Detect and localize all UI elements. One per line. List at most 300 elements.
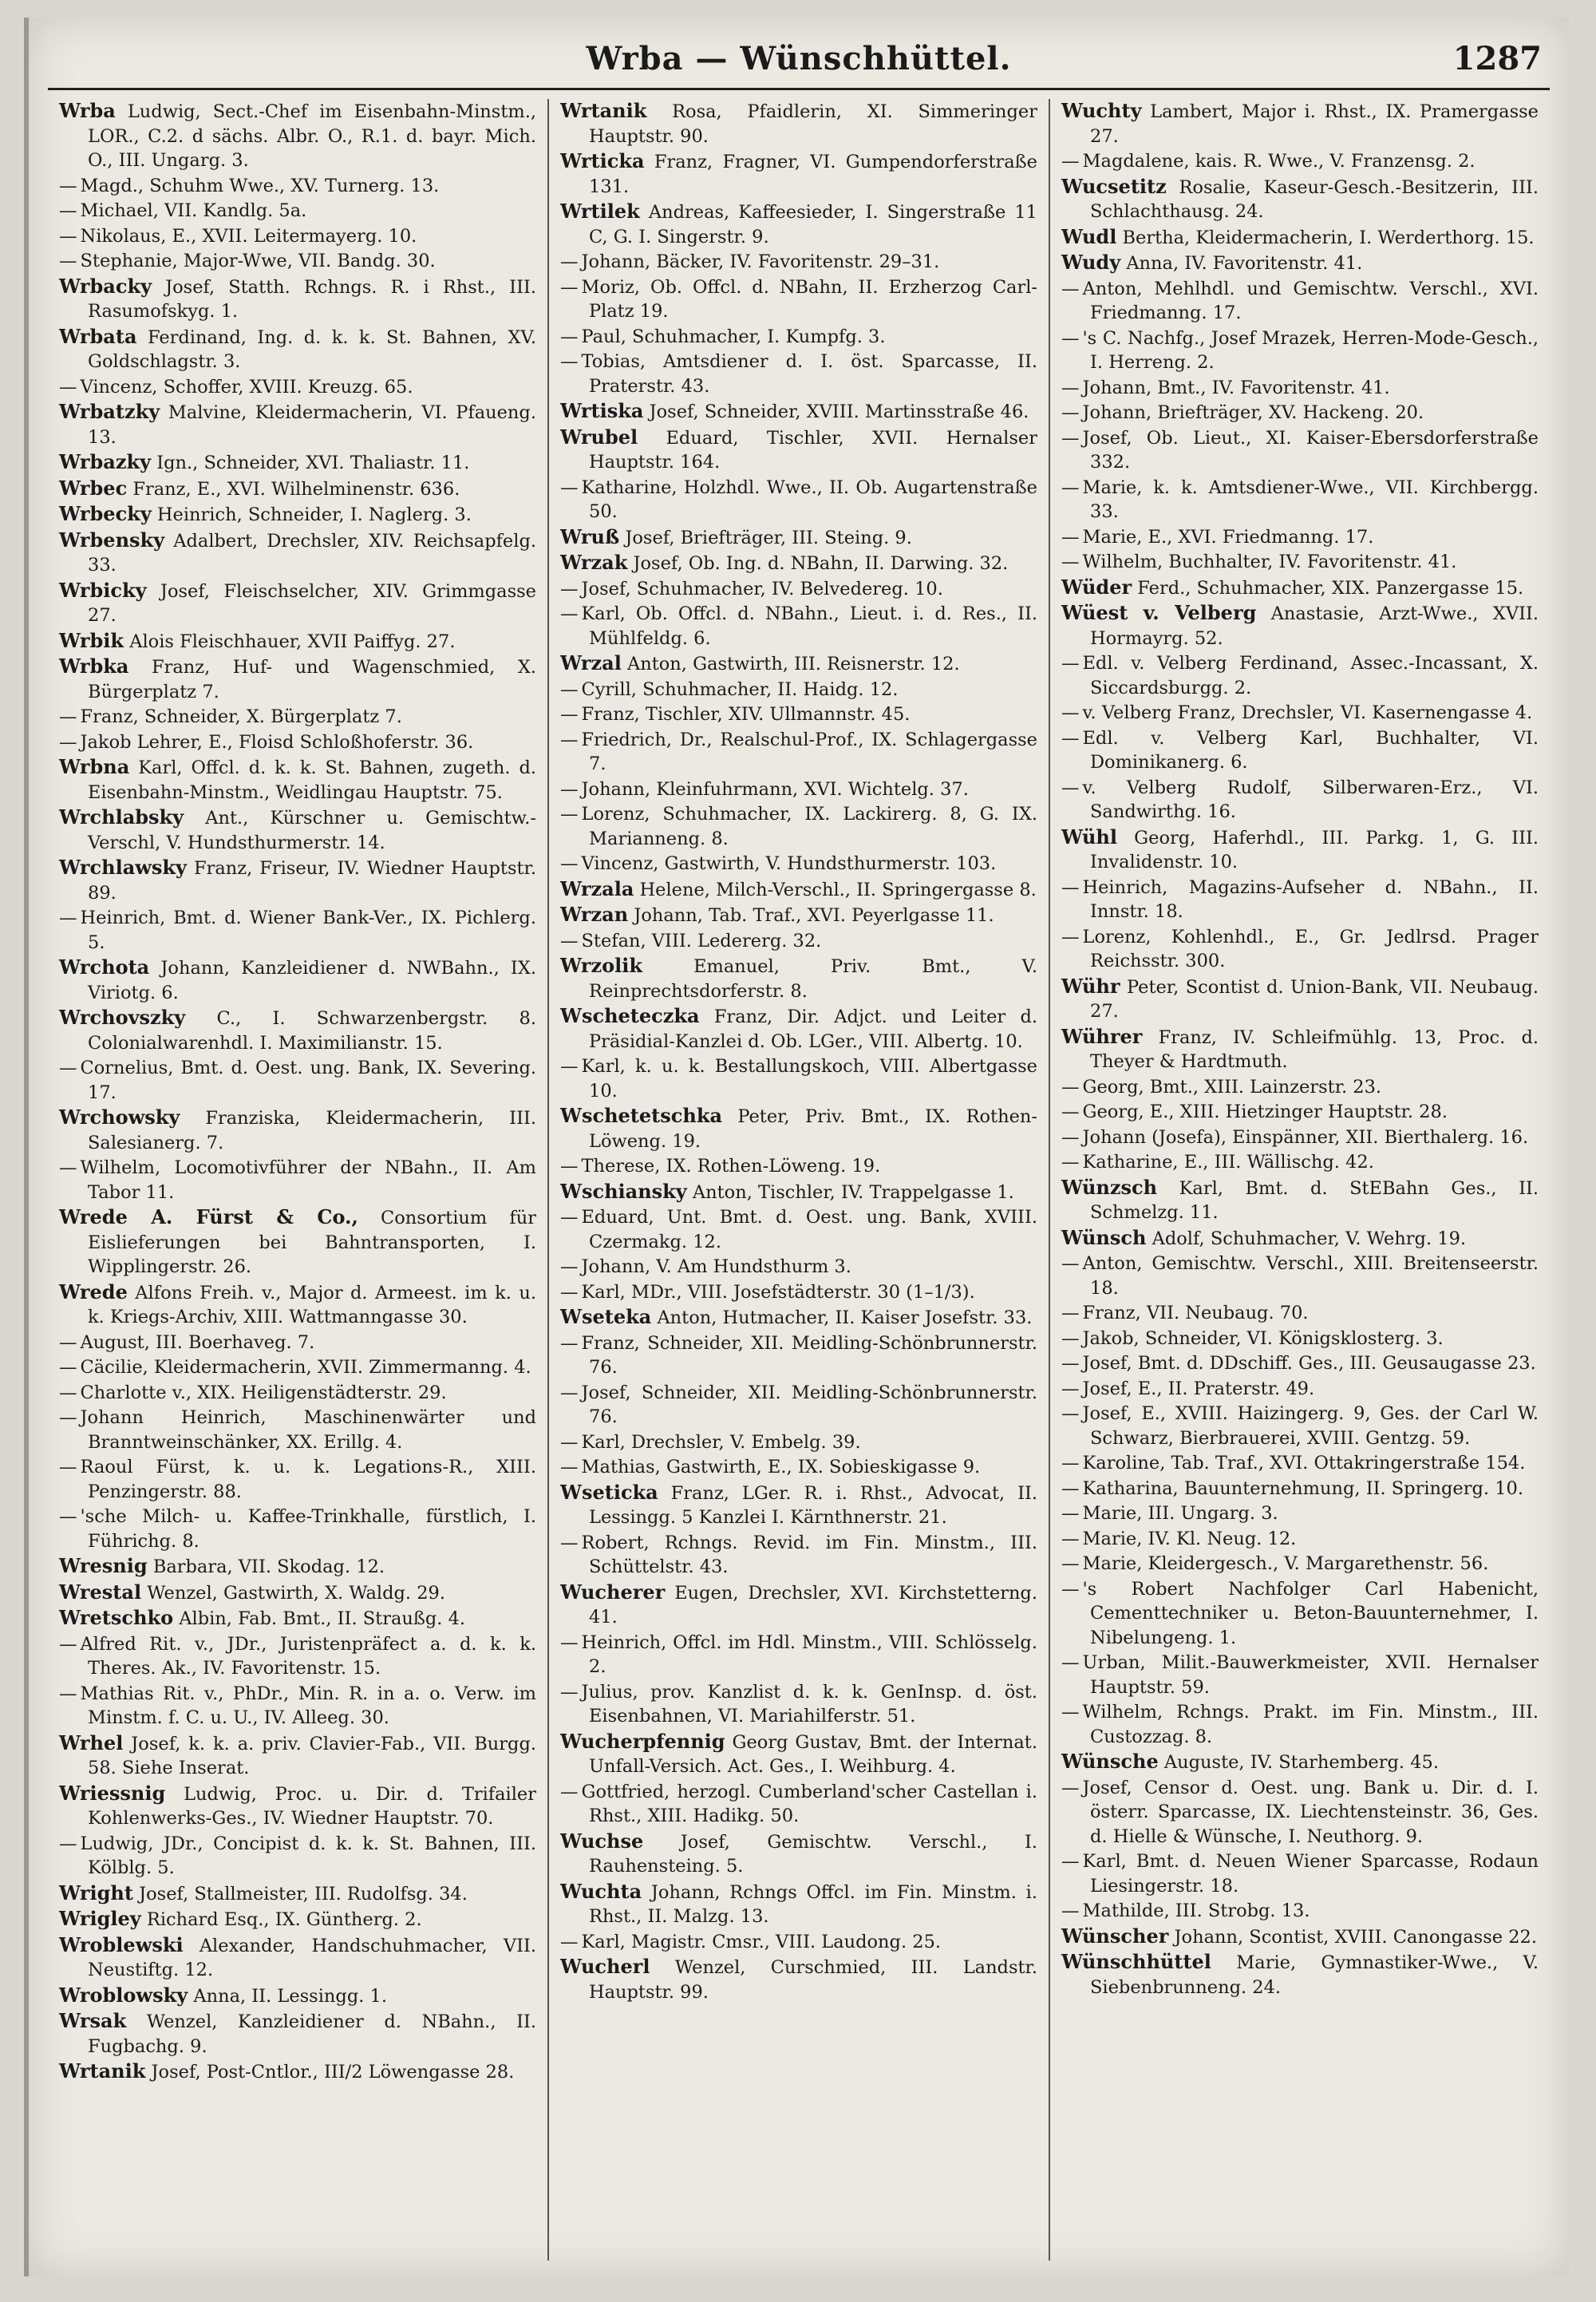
ditto-dash: — xyxy=(1061,876,1080,898)
entry-text: Mathias, Gastwirth, E., IX. Sobieskigasse 9. xyxy=(581,1457,981,1477)
directory-entry xyxy=(560,651,1037,677)
directory-entry xyxy=(560,1780,1037,1829)
running-title: Wrba — Wünschhüttel. xyxy=(586,40,1012,77)
entry-text: Edl. v. Velberg Ferdinand, Assec.-Incassant, X. Siccardsburgg. 2. xyxy=(1082,653,1539,698)
entry-text: Marie, E., XVI. Friedmanng. 17. xyxy=(1082,526,1374,548)
entry-surname: Wührer xyxy=(1061,1024,1143,1048)
directory-columns xyxy=(48,99,1550,2260)
ditto-dash: — xyxy=(1061,1901,1080,1921)
entry-text: Julius, prov. Kanzlist d. k. k. GenInsp. d. öst. Eisenbahnen, VI. Mariahilferstr. 51. xyxy=(581,1681,1037,1726)
running-head xyxy=(29,32,1569,88)
directory-entry xyxy=(1061,1150,1539,1175)
entry-surname: Wretschko xyxy=(59,1606,174,1629)
directory-entry xyxy=(560,1104,1037,1153)
directory-entry xyxy=(560,702,1037,727)
ditto-dash: — xyxy=(1061,402,1080,423)
entry-surname: Wudl xyxy=(1061,224,1117,248)
ditto-dash: — xyxy=(560,1457,579,1477)
entry-surname: Wucherer xyxy=(560,1580,666,1604)
directory-entry xyxy=(59,1280,536,1330)
ditto-dash: — xyxy=(59,706,77,727)
entry-text: Josef, k. k. a. priv. Clavier-Fab., VII. Burgg. 58. Siehe Inserat. xyxy=(88,1733,536,1778)
entry-text: Mathias Rit. v., PhDr., Min. R. in a. o. Verw. im Minstm. f. C. u. U., IV. Alleeg. 30. xyxy=(80,1683,536,1728)
directory-entry xyxy=(560,1481,1037,1530)
entry-text: Franz, Fragner, VI. Gumpendorferstraße 131. xyxy=(589,152,1038,197)
directory-entry xyxy=(59,1580,536,1606)
directory-entry xyxy=(560,1930,1037,1955)
ditto-dash: — xyxy=(560,778,579,800)
directory-entry xyxy=(59,856,536,905)
ditto-dash: — xyxy=(1061,1777,1080,1798)
directory-entry xyxy=(59,477,536,502)
directory-entry xyxy=(1061,1527,1539,1552)
entry-text: Heinrich, Offcl. im Hdl. Minstm., VIII. Schlösselg. 2. xyxy=(581,1632,1037,1677)
directory-entry xyxy=(560,99,1037,148)
entry-text: Georg Gustav, Bmt. der Internat. Unfall-Versich. Act. Ges., I. Weihburg. 4. xyxy=(589,1731,1037,1777)
ditto-dash: — xyxy=(59,1331,77,1353)
entry-surname: Wrtanik xyxy=(59,2059,146,2082)
entry-text: v. Velberg Rudolf, Silberwaren-Erz., VI. Sandwirthg. 16. xyxy=(1082,777,1539,822)
entry-text: Wenzel, Kanzleidiener d. NBahn., II. Fugbachg. 9. xyxy=(88,2011,536,2057)
directory-entry xyxy=(1061,476,1539,524)
directory-entry xyxy=(59,1406,536,1454)
directory-entry xyxy=(560,350,1037,398)
entry-surname: Wrtanik xyxy=(560,99,647,122)
directory-entry xyxy=(1061,1750,1539,1775)
ditto-dash: — xyxy=(1061,1303,1080,1323)
directory-entry xyxy=(560,877,1037,903)
entry-text: Barbara, VII. Skodag. 12. xyxy=(152,1556,385,1577)
entry-text: Johann Heinrich, Maschinenwärter und Branntweinschänker, XX. Erillg. 4. xyxy=(80,1407,536,1453)
entry-text: Ludwig, Sect.-Chef im Eisenbahn-Minstm., LOR., C.2. d sächs. Albr. O., R.1. d. bayr. Mich. O., III. Ungarg. 3. xyxy=(88,101,537,171)
directory-entry xyxy=(1061,401,1539,425)
directory-entry xyxy=(59,705,536,730)
entry-text: Anton, Mehlhdl. und Gemischtw. Verschl., XVI. Friedmanng. 17. xyxy=(1082,278,1539,323)
ditto-dash: — xyxy=(1061,727,1080,749)
entry-text: Charlotte v., XIX. Heiligenstädterstr. 29. xyxy=(80,1382,447,1403)
entry-surname: Wühr xyxy=(1061,974,1120,998)
entry-surname: Wrchlabsky xyxy=(59,805,184,829)
entry-text: Rosa, Pfaidlerin, XI. Simmeringer Hauptstr. 90. xyxy=(589,101,1037,147)
directory-entry xyxy=(560,250,1037,275)
directory-entry xyxy=(59,1455,536,1504)
entry-surname: Wseteka xyxy=(560,1305,652,1328)
entry-surname: Wünschhüttel xyxy=(1061,1950,1211,1973)
entry-text: Moriz, Ob. Offcl. d. NBahn, II. Erzherzog Carl-Platz 19. xyxy=(581,276,1037,322)
entry-text: Urban, Milit.-Bauwerkmeister, XVII. Hernalser Hauptstr. 59. xyxy=(1082,1652,1539,1698)
directory-entry xyxy=(1061,1252,1539,1300)
entry-text: Adalbert, Drechsler, XIV. Reichsapfelg. 33. xyxy=(88,530,537,576)
entry-text: Josef, Stallmeister, III. Rudolfsg. 34. xyxy=(139,1883,468,1904)
directory-entry xyxy=(1061,1950,1539,1999)
directory-entry xyxy=(560,1180,1037,1205)
entry-surname: Wrzolik xyxy=(560,954,643,977)
directory-entry xyxy=(560,1054,1037,1103)
ditto-dash: — xyxy=(59,251,77,271)
column-1 xyxy=(48,99,549,2260)
directory-entry xyxy=(1061,1125,1539,1150)
directory-entry xyxy=(1061,576,1539,601)
ditto-dash: — xyxy=(1061,1503,1080,1524)
entry-surname: Wrzak xyxy=(560,551,628,574)
ditto-dash: — xyxy=(1061,1477,1080,1499)
entry-text: Lambert, Major i. Rhst., IX. Pramergasse 27. xyxy=(1090,101,1539,147)
entry-text: Karl, Magistr. Cmsr., VIII. Laudong. 25. xyxy=(581,1931,942,1952)
entry-text: Mathilde, III. Strobg. 13. xyxy=(1082,1901,1310,1921)
directory-entry xyxy=(560,275,1037,324)
directory-entry xyxy=(1061,1577,1539,1651)
entry-text: Vincenz, Gastwirth, V. Hundsthurmerstr. 103. xyxy=(581,853,997,874)
directory-entry xyxy=(59,174,536,199)
entry-text: Wenzel, Curschmied, III. Landstr. Hauptstr. 99. xyxy=(589,1957,1037,2003)
directory-entry xyxy=(1061,601,1539,651)
directory-entry xyxy=(59,1984,536,2009)
directory-entry xyxy=(560,954,1037,1003)
ditto-dash: — xyxy=(1061,1578,1080,1600)
entry-text: Franz, Dir. Adjct. und Leiter d. Präsidial-Kanzlei d. Ob. LGer., VIII. Albertg. 10. xyxy=(589,1007,1038,1052)
directory-entry xyxy=(59,1632,536,1681)
directory-entry xyxy=(1061,326,1539,375)
entry-surname: Wrbec xyxy=(59,476,128,500)
ditto-dash: — xyxy=(560,1207,579,1228)
directory-entry xyxy=(59,450,536,476)
entry-surname: Wrzal xyxy=(560,651,622,674)
entry-surname: Wüder xyxy=(1061,575,1132,599)
entry-text: Ludwig, JDr., Concipist d. k. k. St. Bahnen, III. Kölblg. 5. xyxy=(80,1833,536,1878)
directory-entry xyxy=(59,1682,536,1730)
entry-text: Franz, IV. Schleifmühlg. 13, Proc. d. Theyer & Hardtmuth. xyxy=(1090,1026,1539,1072)
directory-entry xyxy=(59,400,536,449)
directory-entry xyxy=(59,199,536,223)
entry-surname: Wrbecky xyxy=(59,502,152,525)
entry-surname: Wrbka xyxy=(59,655,129,678)
column-2 xyxy=(549,99,1050,2260)
directory-entry xyxy=(1061,1226,1539,1252)
entry-text: Marie, Kleidergesch., V. Margarethenstr. 56. xyxy=(1082,1553,1489,1574)
directory-entry xyxy=(560,728,1037,777)
entry-surname: Wrbazky xyxy=(59,450,152,473)
entry-text: Therese, IX. Rothen-Löweng. 19. xyxy=(581,1156,881,1177)
entry-text: Karoline, Tab. Traf., XVI. Ottakringerstraße 154. xyxy=(1082,1453,1526,1473)
entry-text: August, III. Boerhaveg. 7. xyxy=(80,1331,315,1353)
ditto-dash: — xyxy=(560,1532,579,1553)
entry-text: v. Velberg Franz, Drechsler, VI. Kasernengasse 4. xyxy=(1082,702,1533,723)
entry-text: Josef, Bmt. d. DDschiff. Ges., III. Geusaugasse 23. xyxy=(1082,1353,1536,1374)
directory-entry xyxy=(59,1933,536,1983)
ditto-dash: — xyxy=(1061,1553,1080,1574)
directory-entry xyxy=(59,1731,536,1781)
entry-text: Alois Fleischhauer, XVII Paiffyg. 27. xyxy=(129,631,456,652)
directory-entry xyxy=(59,1205,536,1280)
ditto-dash: — xyxy=(560,351,579,372)
entry-text: Georg, Bmt., XIII. Lainzerstr. 23. xyxy=(1082,1076,1382,1098)
directory-entry xyxy=(59,249,536,274)
ditto-dash: — xyxy=(59,1157,77,1178)
entry-surname: Wuchse xyxy=(560,1829,644,1853)
ditto-dash: — xyxy=(1061,552,1080,572)
entry-surname: Wrba xyxy=(59,99,116,122)
entry-surname: Wscheteczka xyxy=(560,1004,700,1027)
directory-entry xyxy=(1061,1176,1539,1225)
directory-entry xyxy=(1061,1552,1539,1576)
entry-text: Katharina, Bauunternehmung, II. Springerg. 10. xyxy=(1082,1477,1523,1499)
entry-text: Johann, Bmt., IV. Favoritenstr. 41. xyxy=(1082,377,1390,398)
directory-entry xyxy=(560,1255,1037,1280)
ditto-dash: — xyxy=(59,1407,77,1428)
entry-text: Stefan, VIII. Ledererg. 32. xyxy=(581,930,822,951)
ditto-dash: — xyxy=(1061,477,1080,498)
directory-entry xyxy=(1061,1700,1539,1749)
ditto-dash: — xyxy=(560,1431,579,1453)
entry-text: Johann, V. Am Hundsthurm 3. xyxy=(581,1256,851,1277)
ditto-dash: — xyxy=(1061,1152,1080,1173)
directory-entry xyxy=(1061,1899,1539,1924)
entry-surname: Wudy xyxy=(1061,251,1121,274)
entry-text: Friedrich, Dr., Realschul-Prof., IX. Schlagergasse 7. xyxy=(581,729,1037,774)
entry-surname: Wroblowsky xyxy=(59,1983,188,2007)
directory-entry xyxy=(1061,1075,1539,1100)
ditto-dash: — xyxy=(560,1632,579,1653)
entry-text: Bertha, Kleidermacherin, I. Werderthorg. 15. xyxy=(1122,227,1535,248)
directory-entry xyxy=(1061,1377,1539,1402)
directory-entry xyxy=(560,1430,1037,1455)
directory-entry xyxy=(59,655,536,704)
entry-surname: Wschiansky xyxy=(560,1179,687,1203)
ditto-dash: — xyxy=(560,1382,579,1403)
directory-entry xyxy=(1061,225,1539,251)
directory-entry xyxy=(1061,825,1539,875)
entry-text: Michael, VII. Kandlg. 5a. xyxy=(80,200,307,221)
entry-text: Heinrich, Bmt. d. Wiener Bank-Ver., IX. Pichlerg. 5. xyxy=(80,908,536,953)
directory-entry xyxy=(560,200,1037,249)
directory-entry xyxy=(1061,776,1539,825)
directory-entry xyxy=(59,1505,536,1553)
ditto-dash: — xyxy=(59,1633,77,1655)
entry-text: Karl, Offcl. d. k. k. St. Bahnen, zugeth. d. Eisenbahn-Minstm., Weidlingau Hauptstr. 75. xyxy=(88,757,537,803)
column-3 xyxy=(1050,99,1550,2260)
directory-entry xyxy=(1061,1327,1539,1351)
entry-text: 's C. Nachfg., Josef Mrazek, Herren-Mode-Gesch., I. Herreng. 2. xyxy=(1082,327,1539,373)
entry-text: Karl, Ob. Offcl. d. NBahn., Lieut. i. d. Res., II. Mühlfeldg. 6. xyxy=(581,603,1037,649)
entry-surname: Wrbatzky xyxy=(59,400,160,423)
ditto-dash: — xyxy=(1061,1453,1080,1473)
entry-surname: Wünsch xyxy=(1061,1225,1147,1249)
entry-text: Josef, Schuhmacher, IV. Belvedereg. 10. xyxy=(581,578,943,599)
header-rule xyxy=(48,88,1550,90)
entry-text: Albin, Fab. Bmt., II. Straußg. 4. xyxy=(179,1608,466,1629)
entry-surname: Wrtiska xyxy=(560,399,644,422)
ditto-dash: — xyxy=(560,1332,579,1354)
entry-surname: Wucherpfennig xyxy=(560,1729,725,1753)
entry-text: Karl, Bmt. d. StEBahn Ges., II. Schmelzg. 11. xyxy=(1090,1177,1539,1223)
directory-entry xyxy=(59,1881,536,1907)
directory-entry xyxy=(59,1907,536,1932)
directory-entry xyxy=(1061,651,1539,700)
entry-text: Johann, Bäcker, IV. Favoritenstr. 29–31. xyxy=(581,251,940,272)
directory-entry xyxy=(560,678,1037,702)
entry-text: Jakob Lehrer, E., Floisd Schloßhoferstr. 36. xyxy=(80,731,474,753)
entry-surname: Wucherl xyxy=(560,1955,650,1978)
ditto-dash: — xyxy=(59,731,77,753)
directory-entry xyxy=(59,906,536,955)
directory-entry xyxy=(59,1381,536,1406)
entry-text: Heinrich, Schneider, I. Naglerg. 3. xyxy=(156,504,472,525)
entry-surname: Wuchta xyxy=(560,1879,642,1903)
ditto-dash: — xyxy=(1061,777,1080,798)
ditto-dash: — xyxy=(1061,278,1080,299)
entry-text: Robert, Rchngs. Revid. im Fin. Minstm., III. Schüttelstr. 43. xyxy=(581,1532,1037,1577)
directory-entry xyxy=(560,476,1037,524)
directory-entry xyxy=(560,1955,1037,2004)
directory-entry xyxy=(560,1154,1037,1179)
ditto-dash: — xyxy=(59,200,77,221)
entry-text: Josef, Ob. Ing. d. NBahn, II. Darwing. 32. xyxy=(633,553,1009,574)
entry-text: Georg, E., XIII. Hietzinger Hauptstr. 28. xyxy=(1082,1102,1448,1122)
entry-text: Raoul Fürst, k. u. k. Legations-R., XIII. Penzingerstr. 88. xyxy=(80,1457,536,1502)
ditto-dash: — xyxy=(560,578,579,599)
entry-text: Wilhelm, Buchhalter, IV. Favoritenstr. 41. xyxy=(1082,552,1457,572)
entry-text: Josef, E., II. Praterstr. 49. xyxy=(1082,1378,1315,1399)
directory-entry xyxy=(560,929,1037,954)
entry-text: Josef, Briefträger, III. Steing. 9. xyxy=(625,527,912,548)
entry-surname: Wroblewski xyxy=(59,1932,184,1956)
entry-text: Rosalie, Kaseur-Gesch.-Besitzerin, III. Schlachthausg. 24. xyxy=(1090,176,1539,222)
ditto-dash: — xyxy=(560,678,579,700)
entry-text: Andreas, Kaffeesieder, I. Singerstraße 11 C, G. I. Singerstr. 9. xyxy=(589,202,1037,247)
ditto-dash: — xyxy=(59,225,77,247)
ditto-dash: — xyxy=(560,704,579,725)
directory-entry xyxy=(59,755,536,805)
entry-surname: Wühl xyxy=(1061,825,1117,848)
directory-entry xyxy=(560,577,1037,602)
directory-entry xyxy=(1061,1100,1539,1125)
ditto-dash: — xyxy=(59,1457,77,1477)
directory-entry xyxy=(59,224,536,249)
directory-entry xyxy=(59,1106,536,1155)
entry-text: 's Robert Nachfolger Carl Habenicht, Cementtechniker u. Beton-Bauunternehmer, I. Nibelungeng. 1. xyxy=(1082,1578,1539,1648)
entry-text: Franz, VII. Neubaug. 70. xyxy=(1082,1303,1309,1323)
entry-surname: Wrede A. Fürst & Co., xyxy=(59,1205,358,1228)
directory-entry xyxy=(59,502,536,528)
ditto-dash: — xyxy=(1061,1403,1080,1424)
directory-entry xyxy=(1061,550,1539,575)
directory-page xyxy=(24,18,1569,2276)
directory-entry xyxy=(59,1606,536,1632)
directory-entry xyxy=(59,1355,536,1380)
entry-text: Ant., Kürschner u. Gemischtw.-Verschl, V. Hundsthurmerstr. 14. xyxy=(88,808,536,853)
directory-entry xyxy=(1061,525,1539,550)
entry-text: Josef, Fleischselcher, XIV. Grimmgasse 27. xyxy=(88,580,536,626)
entry-text: Cyrill, Schuhmacher, II. Haidg. 12. xyxy=(581,678,899,700)
ditto-dash: — xyxy=(560,251,579,272)
ditto-dash: — xyxy=(560,1681,579,1703)
entry-text: Eugen, Drechsler, XVI. Kirchstetterng. 41. xyxy=(589,1582,1037,1628)
directory-entry xyxy=(59,629,536,655)
entry-surname: Wrsak xyxy=(59,2009,127,2032)
entry-surname: Wrbacky xyxy=(59,274,152,298)
directory-entry xyxy=(1061,1477,1539,1501)
directory-entry xyxy=(1061,876,1539,924)
entry-text: Franz, LGer. R. i. Rhst., Advocat, II. Lessingg. 5 Kanzlei I. Kärnthnerstr. 21. xyxy=(589,1482,1038,1528)
entry-text: Anna, IV. Favoritenstr. 41. xyxy=(1126,253,1363,274)
ditto-dash: — xyxy=(59,1357,77,1378)
ditto-dash: — xyxy=(560,1931,579,1952)
entry-text: Emanuel, Priv. Bmt., V. Reinprechtsdorferstr. 8. xyxy=(589,956,1037,1002)
entry-text: Ludwig, Proc. u. Dir. d. Trifailer Kohlenwerks-Ges., IV. Wiedner Hauptstr. 70. xyxy=(88,1783,536,1829)
ditto-dash: — xyxy=(560,276,579,298)
entry-surname: Wrbensky xyxy=(59,528,165,552)
directory-entry xyxy=(1061,277,1539,326)
directory-entry xyxy=(1061,1351,1539,1376)
ditto-dash: — xyxy=(1061,1126,1080,1148)
ditto-dash: — xyxy=(1061,1528,1080,1549)
entry-text: Josef, Gemischtw. Verschl., I. Rauhensteing. 5. xyxy=(589,1831,1037,1877)
entry-text: Karl, MDr., VIII. Josefstädterstr. 30 (1–1/3). xyxy=(581,1281,975,1303)
entry-text: Paul, Schuhmacher, I. Kumpfg. 3. xyxy=(581,326,886,347)
entry-text: Marie, Gymnastiker-Wwe., V. Siebenbrunneng. 24. xyxy=(1090,1952,1539,1998)
entry-text: Eduard, Tischler, XVII. Hernalser Hauptstr. 164. xyxy=(589,427,1037,473)
entry-text: Ferd., Schuhmacher, XIX. Panzergasse 15. xyxy=(1137,577,1524,599)
entry-text: Franz, Tischler, XIV. Ullmannstr. 45. xyxy=(581,704,911,725)
entry-text: Josef, Censor d. Oest. ung. Bank u. Dir. d. I. österr. Sparcasse, IX. Liechtensteinstr. 36, Ges. d. Hielle & Wünsche, I. Neuthorg. 9. xyxy=(1082,1777,1539,1847)
directory-entry xyxy=(1061,701,1539,726)
entry-text: Anton, Gemischtw. Verschl., XIII. Breitenseerstr. 18. xyxy=(1082,1253,1539,1299)
directory-entry xyxy=(560,1730,1037,1779)
entry-text: Karl, k. u. k. Bestallungskoch, VIII. Albertgasse 10. xyxy=(581,1056,1037,1102)
entry-surname: Wrbik xyxy=(59,628,124,652)
directory-entry xyxy=(1061,1849,1539,1898)
directory-entry xyxy=(59,275,536,324)
directory-entry xyxy=(560,149,1037,199)
ditto-dash: — xyxy=(560,1056,579,1077)
ditto-dash: — xyxy=(1061,1378,1080,1399)
directory-entry xyxy=(560,1004,1037,1054)
directory-entry xyxy=(1061,1776,1539,1849)
directory-entry xyxy=(560,1455,1037,1480)
entry-text: Johann, Kanzleidiener d. NWBahn., IX. Viriotg. 6. xyxy=(88,958,536,1003)
directory-entry xyxy=(1061,175,1539,224)
entry-surname: Wresnig xyxy=(59,1554,148,1577)
ditto-dash: — xyxy=(560,729,579,750)
entry-text: Josef, Schneider, XVIII. Martinsstraße 46. xyxy=(649,401,1029,422)
directory-entry xyxy=(560,1680,1037,1729)
ditto-dash: — xyxy=(560,477,579,498)
entry-text: Nikolaus, E., XVII. Leitermayerg. 10. xyxy=(80,225,417,247)
entry-text: Stephanie, Major-Wwe, VII. Bandg. 30. xyxy=(80,251,436,271)
entry-text: Auguste, IV. Starhemberg. 45. xyxy=(1163,1752,1439,1773)
entry-surname: Wüest v. Velberg xyxy=(1061,601,1257,624)
directory-entry xyxy=(59,2059,536,2085)
entry-surname: Wrhel xyxy=(59,1730,124,1754)
entry-surname: Wrticka xyxy=(560,149,645,172)
directory-entry xyxy=(1061,251,1539,276)
entry-text: Karl, Bmt. d. Neuen Wiener Sparcasse, Rodaun Liesingerstr. 18. xyxy=(1082,1851,1539,1897)
directory-entry xyxy=(1061,99,1539,148)
ditto-dash: — xyxy=(1061,653,1080,674)
directory-entry xyxy=(59,1056,536,1105)
entry-surname: Wrchovszky xyxy=(59,1006,186,1029)
entry-surname: Wrubel xyxy=(560,425,638,449)
directory-entry xyxy=(560,1880,1037,1929)
entry-text: Anna, II. Lessingg. 1. xyxy=(193,1985,387,2007)
directory-entry xyxy=(1061,925,1539,974)
entry-text: Anastasie, Arzt-Wwe., XVII. Hormayrg. 52. xyxy=(1090,603,1539,649)
entry-text: Vincenz, Schoffer, XVIII. Kreuzg. 65. xyxy=(80,376,413,398)
entry-text: Consortium für Eislieferungen bei Bahntransporten, I. Wipplingerstr. 26. xyxy=(88,1208,536,1277)
entry-text: Eduard, Unt. Bmt. d. Oest. ung. Bank, XVIII. Czermakg. 12. xyxy=(581,1207,1037,1252)
entry-text: Franz, E., XVI. Wilhelminenstr. 636. xyxy=(132,478,460,500)
directory-entry xyxy=(560,1205,1037,1254)
